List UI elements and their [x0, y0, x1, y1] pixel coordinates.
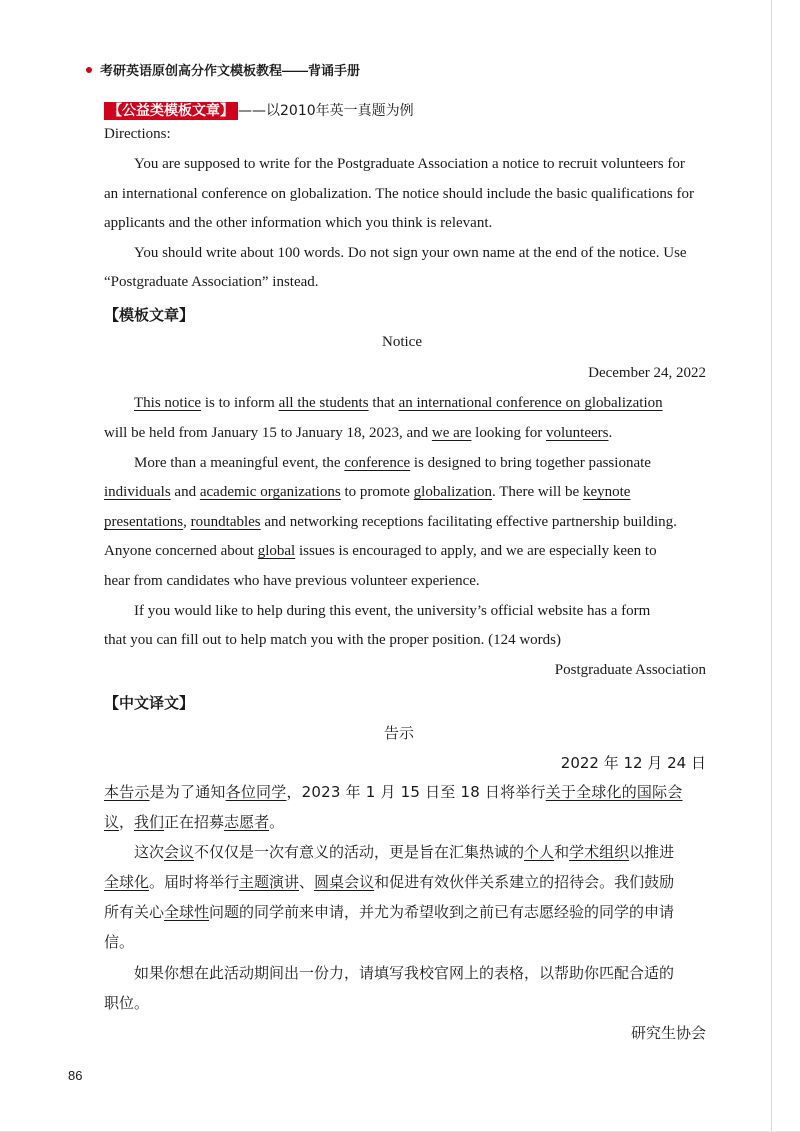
article-line: If you would like to help during this event, the university’s official website has a form [134, 603, 651, 619]
text-run: 和促进有效伙伴关系建立的招待会。我们鼓励 [374, 873, 675, 891]
underlined-phrase: global [257, 543, 296, 559]
underlined-phrase: keynote [582, 484, 631, 500]
text-run: ， [119, 813, 135, 831]
text-run: 以推进 [629, 843, 675, 861]
directions-line: an international conference on globalization. The notice should include the basic qualifications for [104, 186, 694, 202]
text-run: is designed to bring together passionate [410, 455, 651, 471]
underlined-phrase: 学术组织 [569, 843, 630, 861]
text-run: ，2023 年 1 月 15 日至 18 日将举行 [286, 783, 546, 801]
underlined-phrase: presentations [104, 514, 184, 530]
text-run: is to inform [201, 395, 279, 411]
bullet-dot-icon [86, 67, 92, 73]
text-run: 这次 [134, 843, 165, 861]
text-run: 。届时将举行 [149, 873, 240, 891]
text-run: 问题的同学前来申请，并尤为希望收到之前已有志愿经验的同学的申请 [209, 903, 675, 921]
underlined-phrase: 主题演讲 [239, 873, 300, 891]
text-run: . There will be [491, 484, 583, 500]
underlined-phrase: we are [431, 425, 472, 441]
text-run: 。 [269, 813, 285, 831]
section-heading [104, 100, 414, 120]
text-run: 所有关心 [104, 903, 165, 921]
underlined-phrase: roundtables [190, 514, 261, 530]
underlined-phrase: 关于全球化的国际会 [545, 783, 683, 801]
translation-line [104, 811, 284, 832]
translation-line: 职位。 [104, 994, 150, 1012]
text-run: 是为了通知 [149, 783, 226, 801]
article-line [104, 543, 657, 560]
text-run: to promote [340, 484, 414, 500]
translation-line [134, 841, 674, 862]
article-line [104, 514, 677, 531]
directions-line: You should write about 100 words. Do not sign your own name at the end of the notice. Use [134, 245, 687, 261]
underlined-phrase: all the students [278, 395, 369, 411]
underlined-phrase: volunteers [546, 425, 609, 441]
text-run: Anyone concerned about [104, 543, 258, 559]
template-label: 【模板文章】 [104, 306, 195, 324]
underlined-phrase: globalization [413, 484, 492, 500]
translation-line [104, 901, 674, 922]
running-header [86, 60, 360, 79]
text-run: 不仅仅是一次有意义的活动，更是旨在汇集热诚的 [194, 843, 525, 861]
underlined-phrase: 志愿者 [224, 813, 270, 831]
text-run: . [608, 425, 613, 441]
text-run: and [170, 484, 200, 500]
article-line: hear from candidates who have previous volunteer experience. [104, 573, 480, 589]
article-line [104, 484, 630, 501]
article-line: that you can fill out to help match you with the proper position. (124 words) [104, 632, 562, 648]
article-line [134, 455, 651, 472]
underlined-phrase: conference [344, 455, 411, 471]
text-run: 、 [299, 873, 315, 891]
text-run: , [183, 514, 191, 530]
text-run: 和 [554, 843, 570, 861]
directions-label: Directions: [104, 126, 171, 142]
underlined-phrase: 各位同学 [225, 783, 287, 801]
underlined-phrase: an international conference on globalization [398, 395, 663, 411]
article-line [134, 395, 663, 412]
page-number: 86 [68, 1068, 83, 1083]
directions-line: “Postgraduate Association” instead. [104, 274, 319, 290]
translation-line: 如果你想在此活动期间出一份力，请填写我校官网上的表格，以帮助你匹配合适的 [134, 964, 675, 982]
translation-title: 告示 [384, 724, 415, 742]
translation-signature: 研究生协会 [630, 1024, 706, 1042]
text-run: and networking receptions facilitating effective partnership building. [260, 514, 677, 530]
underlined-phrase: 会议 [164, 843, 195, 861]
text-run: that [368, 395, 399, 411]
translation-date: 2022 年 12 月 24 日 [560, 754, 706, 772]
underlined-phrase: 个人 [524, 843, 555, 861]
underlined-phrase: 全球性 [164, 903, 210, 921]
translation-line: 信。 [104, 933, 135, 951]
section-subtitle: ——以2010年英一真题为例 [238, 103, 414, 119]
underlined-phrase: 圆桌会议 [314, 873, 375, 891]
underlined-phrase: 我们 [134, 813, 165, 831]
section-tag: 【公益类模板文章】 [104, 102, 238, 120]
text-run: issues is encouraged to apply, and we are especially keen to [295, 543, 657, 559]
underlined-phrase: individuals [104, 484, 171, 500]
underlined-phrase: 全球化 [104, 873, 150, 891]
notice-signature: Postgraduate Association [554, 662, 706, 678]
underlined-phrase: 议 [104, 813, 120, 831]
underlined-phrase: academic organizations [199, 484, 341, 500]
header-title: 考研英语原创高分作文模板教程——背诵手册 [100, 63, 361, 78]
translation-line [104, 781, 683, 802]
text-run: looking for [471, 425, 546, 441]
notice-date: December 24, 2022 [588, 365, 706, 381]
text-run: More than a meaningful event, the [134, 455, 345, 471]
underlined-phrase: 本告示 [104, 783, 150, 801]
directions-line: You are supposed to write for the Postgraduate Association a notice to recruit volunteers for [134, 156, 685, 172]
text-run: will be held from January 15 to January 18, 2023, and [104, 425, 432, 441]
translation-label: 【中文译文】 [104, 694, 195, 712]
directions-line: applicants and the other information which you think is relevant. [104, 215, 493, 231]
text-run: 正在招募 [164, 813, 225, 831]
notice-title: Notice [382, 334, 422, 350]
underlined-phrase: This notice [134, 395, 202, 411]
translation-line [104, 871, 674, 892]
page-edge-line [771, 0, 772, 1132]
article-line [104, 425, 612, 442]
